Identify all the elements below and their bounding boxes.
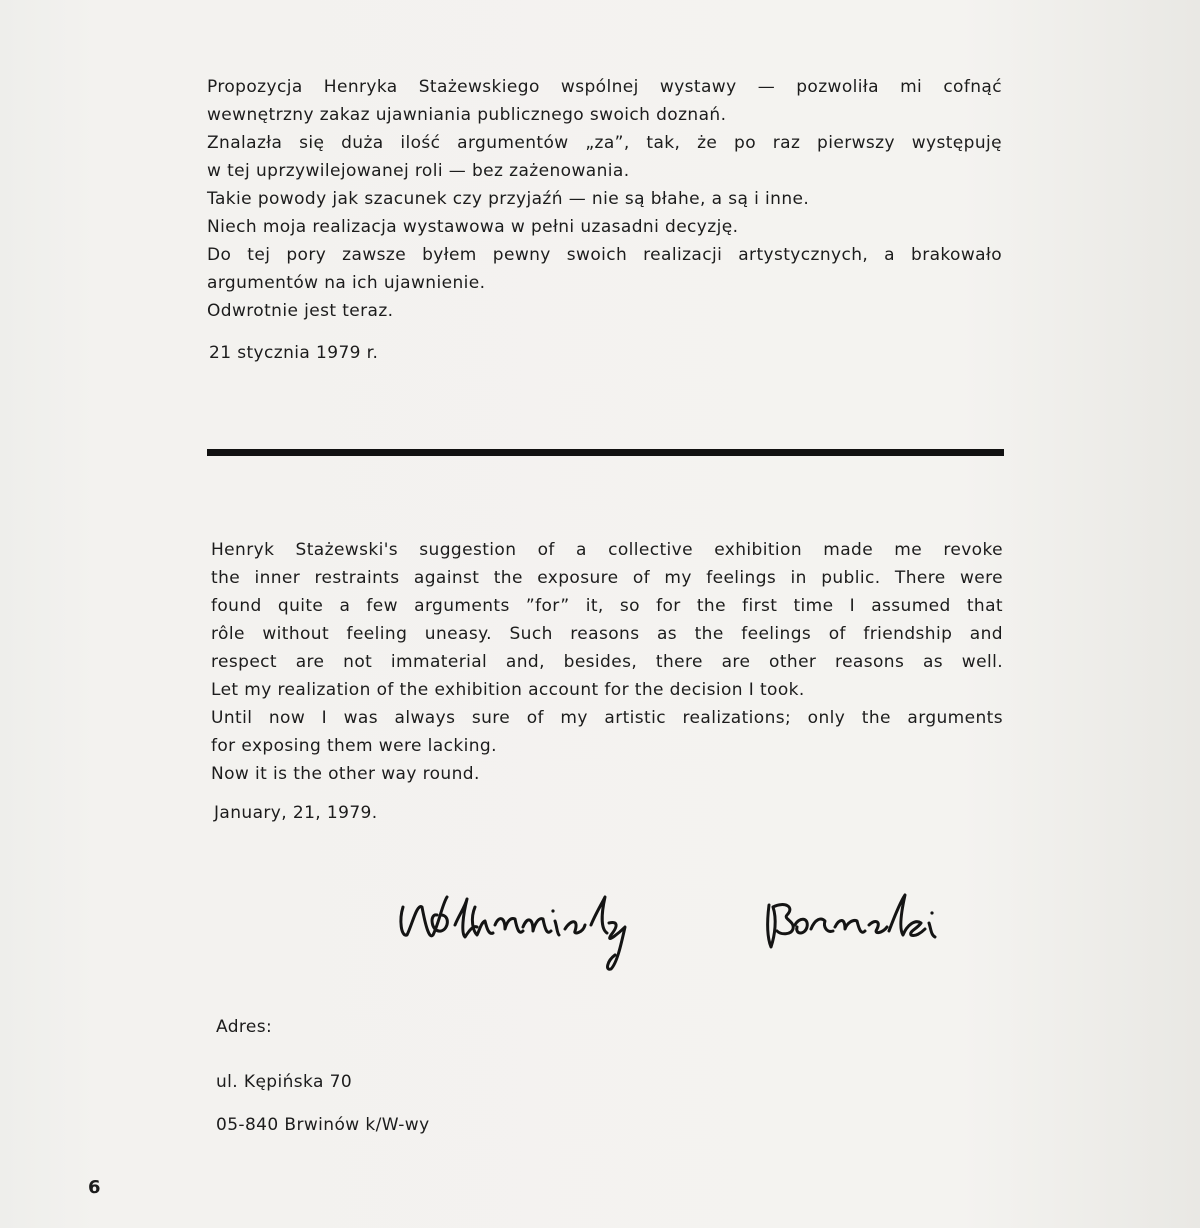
section-divider <box>207 449 1004 456</box>
english-line: for exposing them were lacking. <box>211 736 497 756</box>
signature-strokes <box>401 895 935 969</box>
polish-date: 21 stycznia 1979 r. <box>209 343 379 363</box>
english-line: Now it is the other way round. <box>211 764 480 784</box>
polish-line: Odwrotnie jest teraz. <box>207 301 394 321</box>
english-line: Let my realization of the exhibition account for the decision I took. <box>211 680 805 700</box>
english-line: the inner restraints against the exposure of my feelings in public. There were <box>211 568 1003 588</box>
address-label: Adres: <box>216 1017 273 1037</box>
english-statement <box>211 536 1003 788</box>
polish-line: Niech moja realizacja wystawowa w pełni uzasadni decyzję. <box>207 217 739 237</box>
english-line: Henryk Stażewski's suggestion of a collective exhibition made me revoke <box>211 540 1003 560</box>
polish-line: Propozycja Henryka Stażewskiego wspólnej wystawy — pozwoliła mi cofnąć <box>207 77 1002 97</box>
polish-line: Znalazła się duża ilość argumentów „za”, tak, że po raz pierwszy występuję <box>207 133 1002 153</box>
english-date: January, 21, 1979. <box>214 803 378 823</box>
address-street: ul. Kępińska 70 <box>216 1072 353 1092</box>
polish-line: argumentów na ich ujawnienie. <box>207 273 486 293</box>
polish-statement <box>207 73 1002 325</box>
english-line: respect are not immaterial and, besides, there are other reasons as well. <box>211 652 1003 672</box>
handwritten-signature <box>395 885 995 990</box>
english-line: found quite a few arguments ”for” it, so for the first time I assumed that <box>211 596 1003 616</box>
polish-line: w tej uprzywilejowanej roli — bez zażenowania. <box>207 161 630 181</box>
polish-line: Do tej pory zawsze byłem pewny swoich realizacji artystycznych, a brakowało <box>207 245 1002 265</box>
english-line: rôle without feeling uneasy. Such reasons as the feelings of friendship and <box>211 624 1003 644</box>
english-line: Until now I was always sure of my artistic realizations; only the arguments <box>211 708 1003 728</box>
page-number: 6 <box>88 1177 101 1198</box>
polish-line: wewnętrzny zakaz ujawniania publicznego swoich doznań. <box>207 105 727 125</box>
address-city: 05-840 Brwinów k/W-wy <box>216 1115 430 1135</box>
polish-line: Takie powody jak szacunek czy przyjaźń — nie są błahe, a są i inne. <box>207 189 810 209</box>
